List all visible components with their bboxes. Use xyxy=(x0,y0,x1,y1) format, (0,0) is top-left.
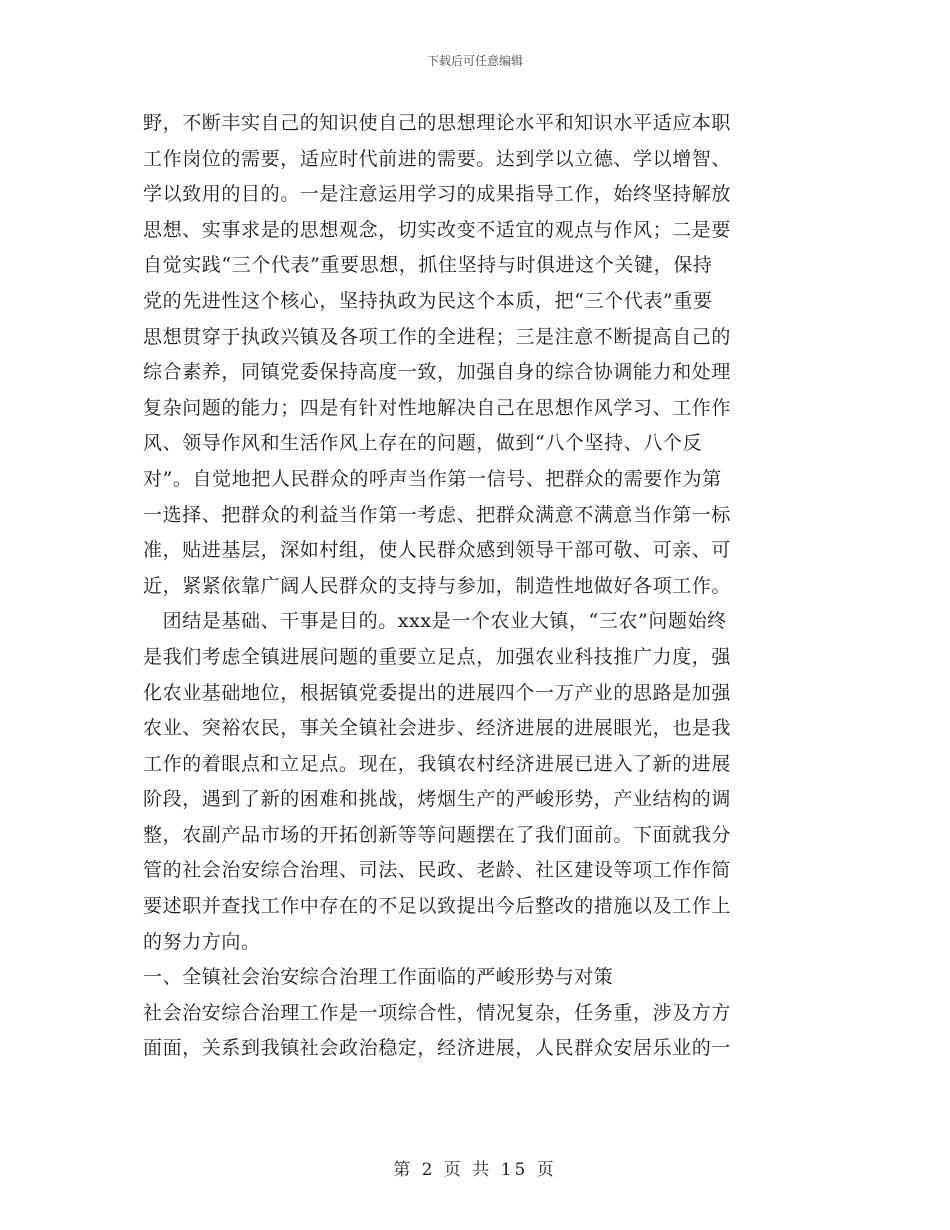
text-line: 一选择、把群众的利益当作第一考虑、把群众满意不满意当作第一标 xyxy=(143,503,732,526)
text-line: 整，农副产品市场的开拓创新等等问题摆在了我们面前。下面就我分 xyxy=(143,823,732,846)
text-line: 工作的着眼点和立足点。现在，我镇农村经济进展已进入了新的进展 xyxy=(143,752,732,775)
text-line: 近，紧紧依靠广阔人民群众的支持与参加，制造性地做好各项工作。 xyxy=(143,574,732,597)
page-header: 下载后可任意编辑 xyxy=(426,54,523,68)
text-line: 准，贴进基层，深如村组，使人民群众感到领导干部可敬、可亲、可 xyxy=(143,539,732,562)
document-body xyxy=(143,106,807,1067)
text-line: 管的社会治安综合治理、司法、民政、老龄、社区建设等项工作作简 xyxy=(143,859,732,882)
text-line: 学以致用的目的。一是注意运用学习的成果指导工作，始终坚持解放 xyxy=(143,183,732,206)
text-line: 复杂问题的能力；四是有针对性地解决自己在思想作风学习、工作作 xyxy=(143,396,732,419)
text-line: 农业、突裕农民，事关全镇社会进步、经济进展的进展眼光，也是我 xyxy=(143,717,732,740)
text-line: 阶段，遇到了新的困难和挑战，烤烟生产的严峻形势，产业结构的调 xyxy=(143,788,732,811)
text-line: 的努力方向。 xyxy=(143,930,261,953)
text-line: 一、全镇社会治安综合治理工作面临的严峻形势与对策 xyxy=(143,966,614,989)
text-line: 党的先进性这个核心，坚持执政为民这个本质，把“三个代表”重要 xyxy=(143,289,713,312)
text-line: 是我们考虑全镇进展问题的重要立足点，加强农业科技推广力度，强 xyxy=(143,645,732,668)
text-line: 风、领导作风和生活作风上存在的问题，做到“八个坚持、八个反 xyxy=(143,432,703,455)
text-line: 野，不断丰实自己的知识使自己的思想理论水平和知识水平适应本职 xyxy=(143,112,732,134)
text-line: 思想、实事求是的思想观念，切实改变不适宜的观点与作风；二是要 xyxy=(143,218,732,241)
text-line: 社会治安综合治理工作是一项综合性，情况复杂，任务重，涉及方方 xyxy=(143,1001,732,1024)
text-line: 面面，关系到我镇社会政治稳定，经济进展，人民群众安居乐业的一 xyxy=(143,1037,732,1060)
text-line: 工作岗位的需要，适应时代前进的需要。达到学以立德、学以增智、 xyxy=(143,147,732,170)
page-footer: 第 2 页 共 15 页 xyxy=(393,1160,557,1180)
text-line: 思想贯穿于执政兴镇及各项工作的全进程；三是注意不断提高自己的 xyxy=(143,325,732,348)
text-line: 化农业基础地位，根据镇党委提出的进展四个一万产业的思路是加强 xyxy=(143,681,732,704)
text-line: 自觉实践“三个代表”重要思想，抓住坚持与时俱进这个关键，保持 xyxy=(143,254,713,277)
text-line: 对”。自觉地把人民群众的呼声当作第一信号、把群众的需要作为第 xyxy=(143,467,722,490)
text-line: 要述职并查找工作中存在的不足以致提出今后整改的措施以及工作上 xyxy=(143,895,732,918)
text-line: 团结是基础、干事是目的。xxx是一个农业大镇，“三农”问题始终 xyxy=(143,610,727,633)
text-line: 综合素养，同镇党委保持高度一致，加强自身的综合协调能力和处理 xyxy=(143,361,732,384)
